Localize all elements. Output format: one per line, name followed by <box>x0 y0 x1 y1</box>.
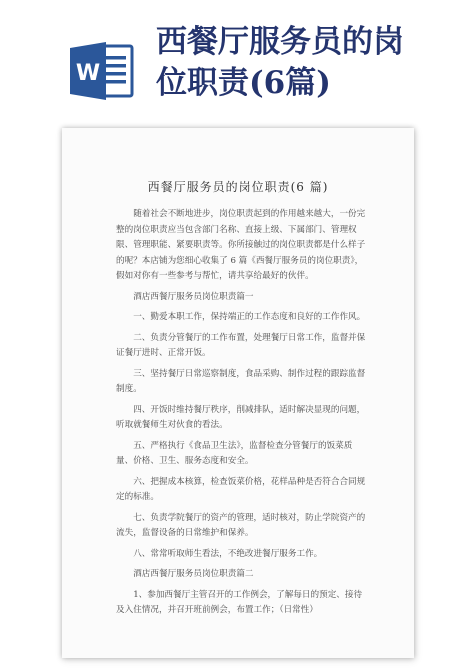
paragraph: 随着社会不断地进步，岗位职责起到的作用越来越大，一份完整的岗位职责应当包含部门名称、直接上级、下属部门、管理权限、管理职能、紧要职责等。你所接触过的岗位职责都是什么样子的呢？本店铺为您细心收集了 6 篇《西餐厅服务员的岗位职责》，假如对你有一些参考与帮忙，请共享给最好的伙伴。 <box>116 209 366 281</box>
svg-text:W: W <box>75 61 101 86</box>
document-title: 西餐厅服务员的岗位职责(6 篇) <box>147 180 329 194</box>
header <box>0 0 474 128</box>
paragraph: 二、负责分管餐厅的工作布置，处理餐厅日常工作，监督并保证餐厅进时、正常开饭。 <box>116 332 366 358</box>
paragraph: 三、坚持餐厅日常巡察制度，食品采购、制作过程的跟踪监督制度。 <box>116 368 366 394</box>
paragraph: 四、开饭时维持餐厅秩序，削减排队，适时解决显现的问题，听取就餐师生对伙食的看法。 <box>116 404 366 430</box>
section-heading: 酒店西餐厅服务员岗位职责篇二 <box>133 569 254 579</box>
paragraph: 七、负责学院餐厅的资产的管理，适时核对，防止学院资产的流失，监督设备的日常维护和保养。 <box>116 512 366 538</box>
paragraph: 八、常常听取师生看法，不绝改进餐厅服务工作。 <box>133 548 323 559</box>
page-title-line-1: 西餐厅服务员的岗 <box>156 24 404 60</box>
page-title-line-2: 位职责(6篇) <box>156 65 331 101</box>
paragraph: 五、严格执行《食品卫生法》，监督检查分管餐厅的饭菜质量、价格、卫生、服务态度和安全。 <box>116 440 353 466</box>
word-document-icon <box>70 40 136 102</box>
page-title <box>156 22 461 104</box>
paragraph: 一、勤爱本职工作，保持端正的工作态度和良好的工作作风。 <box>133 312 366 322</box>
document-body <box>116 207 368 624</box>
document-page <box>62 128 414 658</box>
paragraph: 1、参加西餐厅主管召开的工作例会，了解每日的预定、接待及入住情况，并召开班前例会，布置工作；（日常性） <box>116 589 363 615</box>
section-heading: 酒店西餐厅服务员岗位职责篇一 <box>133 291 254 302</box>
paragraph: 六、把握成本核算，检查饭菜价格，花样品种是否符合合同规定的标准。 <box>116 476 366 502</box>
